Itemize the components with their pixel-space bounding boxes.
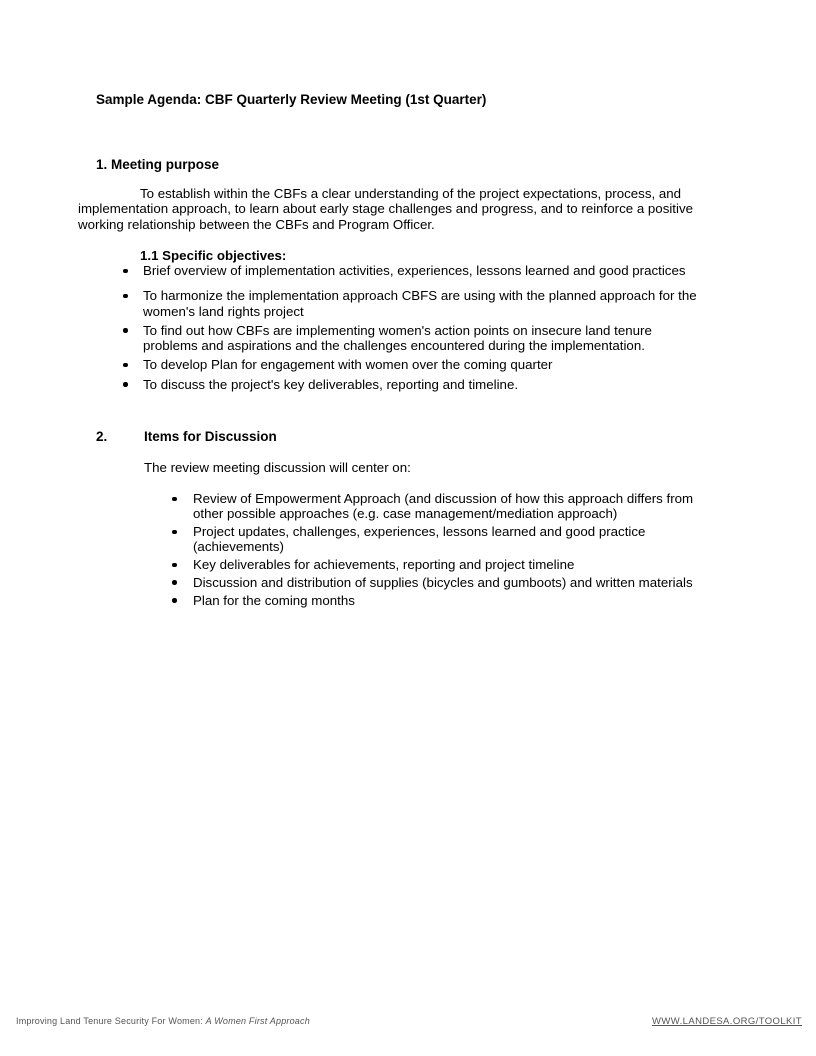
section2-heading-row [96,429,277,445]
list-item [123,288,708,319]
bullet-icon [172,530,177,535]
list-item-text: Plan for the coming months [193,592,355,608]
list-item [123,377,708,392]
footer-tagline [16,1016,310,1026]
list-item-text: To develop Plan for engagement with women over the coming quarter [143,357,553,373]
list-item-text: Project updates, challenges, experiences, lessons learned and good practice (achievements) [193,524,646,555]
bullet-icon [123,363,128,368]
list-item-text: Key deliverables for achievements, reporting and project timeline [193,557,575,573]
list-item [172,491,694,522]
bullet-icon [123,328,128,333]
footer-toolkit-link[interactable]: WWW.LANDESA.ORG/TOOLKIT [652,1016,802,1027]
list-item [123,323,708,354]
bullet-icon [172,598,177,603]
section2-number: 2. [96,429,108,444]
list-item [172,575,694,590]
section2-heading: Items for Discussion [144,429,277,444]
list-item-text: To discuss the project's key deliverables, reporting and timeline. [143,376,519,392]
bullet-icon [123,269,128,274]
list-item-text: Discussion and distribution of supplies (bicycles and gumboots) and written materials [193,574,693,590]
bullet-icon [172,563,177,568]
section1-heading: 1. Meeting purpose [96,157,220,172]
list-item [172,524,694,555]
list-item [172,557,694,572]
footer-tagline-italic: A Women First Approach [205,1016,310,1026]
bullet-icon [172,497,177,502]
list-item-text: To harmonize the implementation approach CBFS are using with the planned approach for the women's land rights project [143,288,697,319]
list-item-text: Review of Empowerment Approach (and discussion of how this approach differs from other possible approaches (e.g. case management/mediation approach) [193,491,694,522]
discussion-list [172,491,694,611]
document-title: Sample Agenda: CBF Quarterly Review Meeting (1st Quarter) [96,92,487,107]
bullet-icon [123,294,128,299]
list-item [123,263,708,278]
list-item-text: To find out how CBFs are implementing women's action points on insecure land tenure problems and aspirations and the challenges encountered during the implementation. [143,322,652,354]
bullet-icon [172,580,177,585]
list-item [172,593,694,608]
section1-paragraph: To establish within the CBFs a clear understanding of the project expectations, process, and implementation approach, to learn about early stage challenges and progress, and to reinforce a positive working relationship between the CBFs and Program Officer. [78,186,693,232]
section1-subheading: 1.1 Specific objectives: [140,248,287,263]
list-item-text: Brief overview of implementation activities, experiences, lessons learned and good practices [143,263,686,278]
page-footer [16,1016,802,1027]
bullet-icon [123,382,128,387]
section2-intro: The review meeting discussion will center on: [144,460,411,475]
footer-tagline-regular: Improving Land Tenure Security For Women: [16,1016,206,1026]
objectives-list [123,263,708,396]
list-item [123,357,708,372]
